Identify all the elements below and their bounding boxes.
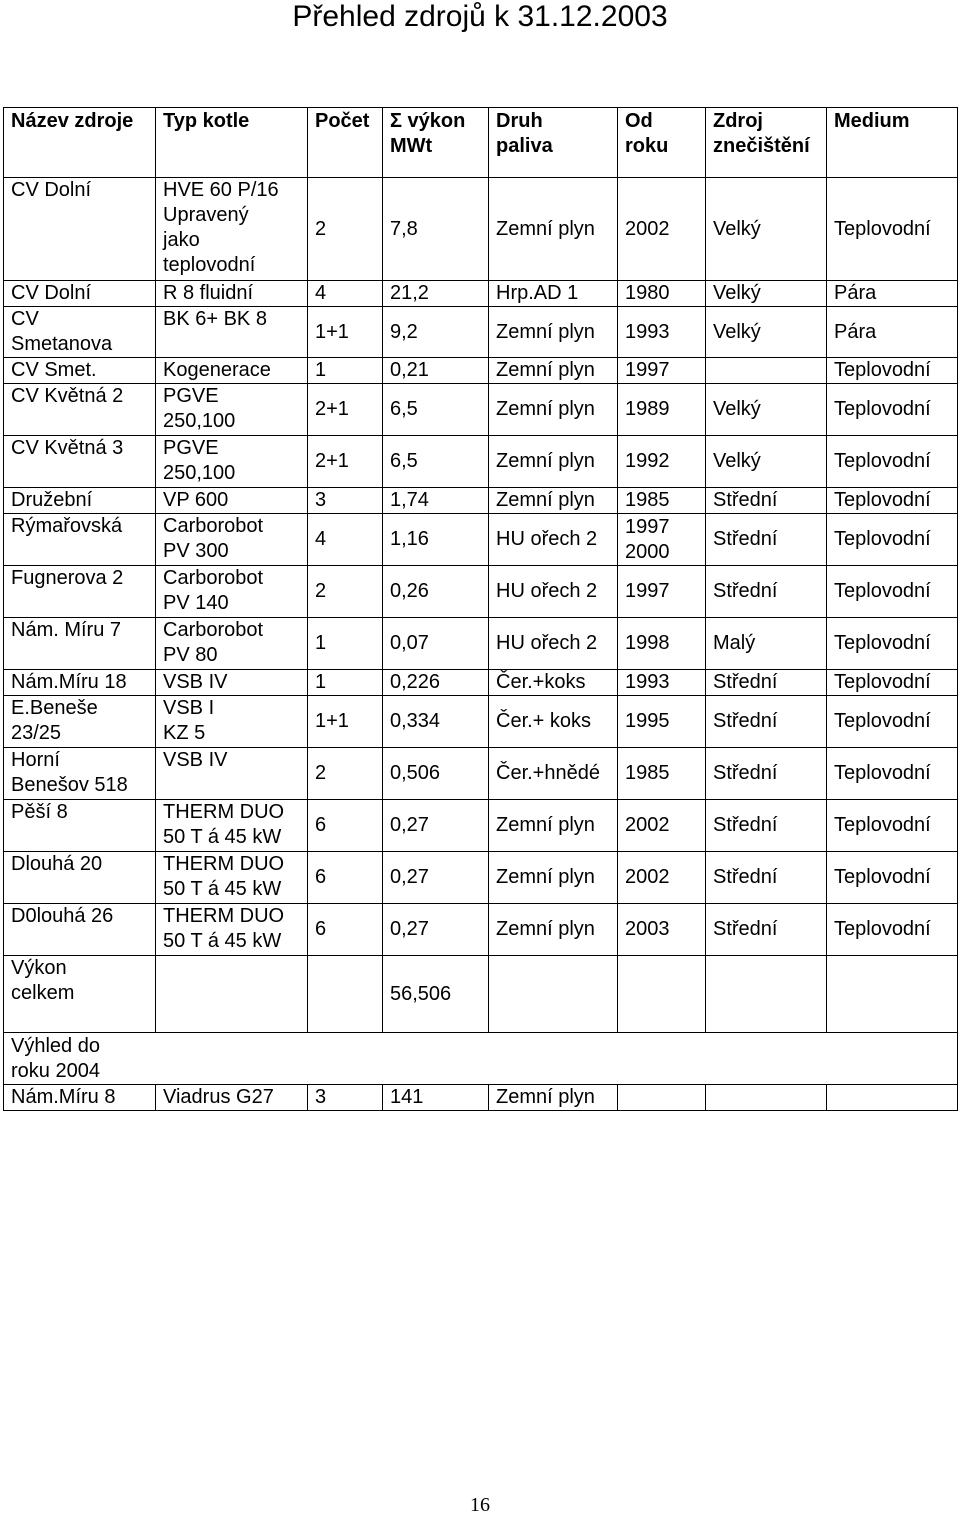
table-cell: 0,27 — [383, 904, 489, 956]
table-cell: Teplovodní — [827, 178, 958, 281]
table-cell: 3 — [308, 1085, 383, 1111]
table-cell: 1989 — [618, 384, 706, 436]
table-row — [4, 436, 958, 488]
table-cell: D0louhá 26 — [4, 904, 156, 956]
table-cell: 21,2 — [383, 281, 489, 307]
table-cell — [706, 358, 827, 384]
table-cell: 2002 — [618, 178, 706, 281]
header-cell: Druh paliva — [489, 108, 618, 178]
table-cell: 2002 — [618, 852, 706, 904]
table-cell: 6 — [308, 904, 383, 956]
page-title: Přehled zdrojů k 31.12.2003 — [292, 0, 668, 33]
table-cell: 6,5 — [383, 384, 489, 436]
table-cell: Zemní plyn — [489, 178, 618, 281]
table-cell: Viadrus G27 — [156, 1085, 308, 1111]
table-cell: 2+1 — [308, 384, 383, 436]
table-cell: Pára — [827, 281, 958, 307]
total-value: 56,506 — [383, 956, 489, 1033]
table-cell: 1995 — [618, 696, 706, 748]
sources-table — [3, 107, 958, 1111]
table-cell: 0,27 — [383, 800, 489, 852]
table-cell: Teplovodní — [827, 488, 958, 514]
empty-cell — [489, 956, 618, 1033]
table-cell: PGVE 250,100 — [156, 436, 308, 488]
table-row — [4, 852, 958, 904]
table-cell: Nám.Míru 18 — [4, 670, 156, 696]
empty-cell — [618, 956, 706, 1033]
table-cell: PGVE 250,100 — [156, 384, 308, 436]
table-cell: 7,8 — [383, 178, 489, 281]
table-cell: Pěší 8 — [4, 800, 156, 852]
header-cell: Zdroj znečištění — [706, 108, 827, 178]
table-cell: Velký — [706, 178, 827, 281]
table-cell: Teplovodní — [827, 358, 958, 384]
table-cell: 1980 — [618, 281, 706, 307]
header-cell: Σ výkon MWt — [383, 108, 489, 178]
table-cell: 6,5 — [383, 436, 489, 488]
table-cell: VSB IV — [156, 670, 308, 696]
table-cell: Velký — [706, 281, 827, 307]
table-cell: Zemní plyn — [489, 852, 618, 904]
header-row — [4, 108, 958, 178]
empty-cell — [308, 956, 383, 1033]
table-cell: Střední — [706, 514, 827, 566]
table-cell: Střední — [706, 696, 827, 748]
header-cell: Název zdroje — [4, 108, 156, 178]
table-row — [4, 618, 958, 670]
table-cell: Čer.+ koks — [489, 696, 618, 748]
table-cell: CV Dolní — [4, 281, 156, 307]
outlook-label: Výhled do roku 2004 — [4, 1033, 958, 1085]
table-cell: Horní Benešov 518 — [4, 748, 156, 800]
table-cell: Carborobot PV 140 — [156, 566, 308, 618]
total-label: Výkon celkem — [4, 956, 156, 1033]
table-cell: Družební — [4, 488, 156, 514]
table-cell: Čer.+hnědé — [489, 748, 618, 800]
table-cell: Střední — [706, 488, 827, 514]
table-cell: Teplovodní — [827, 566, 958, 618]
table-cell: Střední — [706, 904, 827, 956]
table-cell: BK 6+ BK 8 — [156, 307, 308, 358]
table-cell: Střední — [706, 852, 827, 904]
table-cell: 141 — [383, 1085, 489, 1111]
table-cell: CV Smetanova — [4, 307, 156, 358]
table-cell: Carborobot PV 80 — [156, 618, 308, 670]
table-cell: 2003 — [618, 904, 706, 956]
empty-cell — [827, 956, 958, 1033]
table-row — [4, 670, 958, 696]
table-cell: Kogenerace — [156, 358, 308, 384]
table-cell: 4 — [308, 281, 383, 307]
table-cell: Pára — [827, 307, 958, 358]
table-cell: Zemní plyn — [489, 1085, 618, 1111]
table-row — [4, 514, 958, 566]
header-cell: Typ kotle — [156, 108, 308, 178]
empty-cell — [156, 956, 308, 1033]
table-cell: Střední — [706, 748, 827, 800]
table-cell: 1,16 — [383, 514, 489, 566]
table-cell: 1992 — [618, 436, 706, 488]
table-cell: VP 600 — [156, 488, 308, 514]
table-cell: 1,74 — [383, 488, 489, 514]
table-cell: Teplovodní — [827, 618, 958, 670]
table-cell: 1998 — [618, 618, 706, 670]
header-cell: Od roku — [618, 108, 706, 178]
table-cell: Teplovodní — [827, 514, 958, 566]
table-cell: Zemní plyn — [489, 384, 618, 436]
table-cell: 1993 — [618, 670, 706, 696]
empty-cell — [827, 1085, 958, 1111]
table-cell: CV Květná 2 — [4, 384, 156, 436]
table-cell: Nám.Míru 8 — [4, 1085, 156, 1111]
table-cell: Zemní plyn — [489, 307, 618, 358]
page-number: 16 — [470, 1494, 490, 1516]
table-cell: 1+1 — [308, 696, 383, 748]
header-cell: Medium — [827, 108, 958, 178]
table-row — [4, 904, 958, 956]
table-row — [4, 800, 958, 852]
table-cell: 0,26 — [383, 566, 489, 618]
table-cell: 2+1 — [308, 436, 383, 488]
table-cell: 0,334 — [383, 696, 489, 748]
table-cell: VSB IV — [156, 748, 308, 800]
empty-cell — [706, 1085, 827, 1111]
table-row — [4, 178, 958, 281]
table-cell: 1993 — [618, 307, 706, 358]
table-cell: THERM DUO 50 T á 45 kW — [156, 904, 308, 956]
table-cell: Teplovodní — [827, 852, 958, 904]
table-cell: 1 — [308, 618, 383, 670]
table-row — [4, 748, 958, 800]
table-cell: 6 — [308, 852, 383, 904]
table-cell: 1 — [308, 358, 383, 384]
table-cell: Rýmařovská — [4, 514, 156, 566]
table-cell: 0,07 — [383, 618, 489, 670]
table-cell: 3 — [308, 488, 383, 514]
table-cell: CV Květná 3 — [4, 436, 156, 488]
table-cell: Carborobot PV 300 — [156, 514, 308, 566]
table-cell: 2002 — [618, 800, 706, 852]
table-cell: 6 — [308, 800, 383, 852]
table-cell: Teplovodní — [827, 670, 958, 696]
table-cell: Malý — [706, 618, 827, 670]
table-cell: Teplovodní — [827, 904, 958, 956]
table-cell: Zemní plyn — [489, 488, 618, 514]
table-cell: Střední — [706, 566, 827, 618]
table-cell: Teplovodní — [827, 384, 958, 436]
outlook-label-row — [4, 1033, 958, 1085]
empty-cell — [706, 956, 827, 1033]
header-cell: Počet — [308, 108, 383, 178]
table-cell: 4 — [308, 514, 383, 566]
table-cell: Zemní plyn — [489, 800, 618, 852]
table-cell: 1+1 — [308, 307, 383, 358]
table-cell: Hrp.AD 1 — [489, 281, 618, 307]
table-cell: 1997 — [618, 566, 706, 618]
table-cell: Střední — [706, 670, 827, 696]
table-cell: Zemní plyn — [489, 436, 618, 488]
table-cell: E.Beneše 23/25 — [4, 696, 156, 748]
table-cell: 0,226 — [383, 670, 489, 696]
table-row — [4, 358, 958, 384]
table-cell: Zemní plyn — [489, 904, 618, 956]
table-cell: Zemní plyn — [489, 358, 618, 384]
table-cell: 0,27 — [383, 852, 489, 904]
table-cell: Velký — [706, 436, 827, 488]
table-row — [4, 307, 958, 358]
table-cell: Velký — [706, 384, 827, 436]
table-cell: Teplovodní — [827, 436, 958, 488]
table-cell: Fugnerova 2 — [4, 566, 156, 618]
table-cell: CV Smet. — [4, 358, 156, 384]
table-cell: THERM DUO 50 T á 45 kW — [156, 852, 308, 904]
table-cell: HU ořech 2 — [489, 618, 618, 670]
table-cell: HU ořech 2 — [489, 514, 618, 566]
table-cell: 2 — [308, 178, 383, 281]
table-cell: 0,21 — [383, 358, 489, 384]
table-cell: 2 — [308, 748, 383, 800]
table-cell: Čer.+koks — [489, 670, 618, 696]
table-cell: VSB I KZ 5 — [156, 696, 308, 748]
table-cell: Dlouhá 20 — [4, 852, 156, 904]
table-cell: 1985 — [618, 488, 706, 514]
table-cell: 1 — [308, 670, 383, 696]
table-cell: Teplovodní — [827, 800, 958, 852]
table-cell: R 8 fluidní — [156, 281, 308, 307]
table-cell: CV Dolní — [4, 178, 156, 281]
table-cell: 2 — [308, 566, 383, 618]
table-cell: Velký — [706, 307, 827, 358]
table-cell: 1985 — [618, 748, 706, 800]
table-cell: Teplovodní — [827, 748, 958, 800]
table-row — [4, 384, 958, 436]
table-cell: Teplovodní — [827, 696, 958, 748]
empty-cell — [618, 1085, 706, 1111]
table-cell: 1997 — [618, 358, 706, 384]
table-row — [4, 488, 958, 514]
table-cell: 9,2 — [383, 307, 489, 358]
table-cell: Střední — [706, 800, 827, 852]
table-row — [4, 566, 958, 618]
table-row — [4, 281, 958, 307]
outlook-row — [4, 1085, 958, 1111]
table-row — [4, 696, 958, 748]
table-cell: HU ořech 2 — [489, 566, 618, 618]
total-row — [4, 956, 958, 1033]
table-cell: THERM DUO 50 T á 45 kW — [156, 800, 308, 852]
table-cell: Nám. Míru 7 — [4, 618, 156, 670]
table-cell: 0,506 — [383, 748, 489, 800]
table-cell: HVE 60 P/16 Upravený jako teplovodní — [156, 178, 308, 281]
table-cell: 1997 2000 — [618, 514, 706, 566]
